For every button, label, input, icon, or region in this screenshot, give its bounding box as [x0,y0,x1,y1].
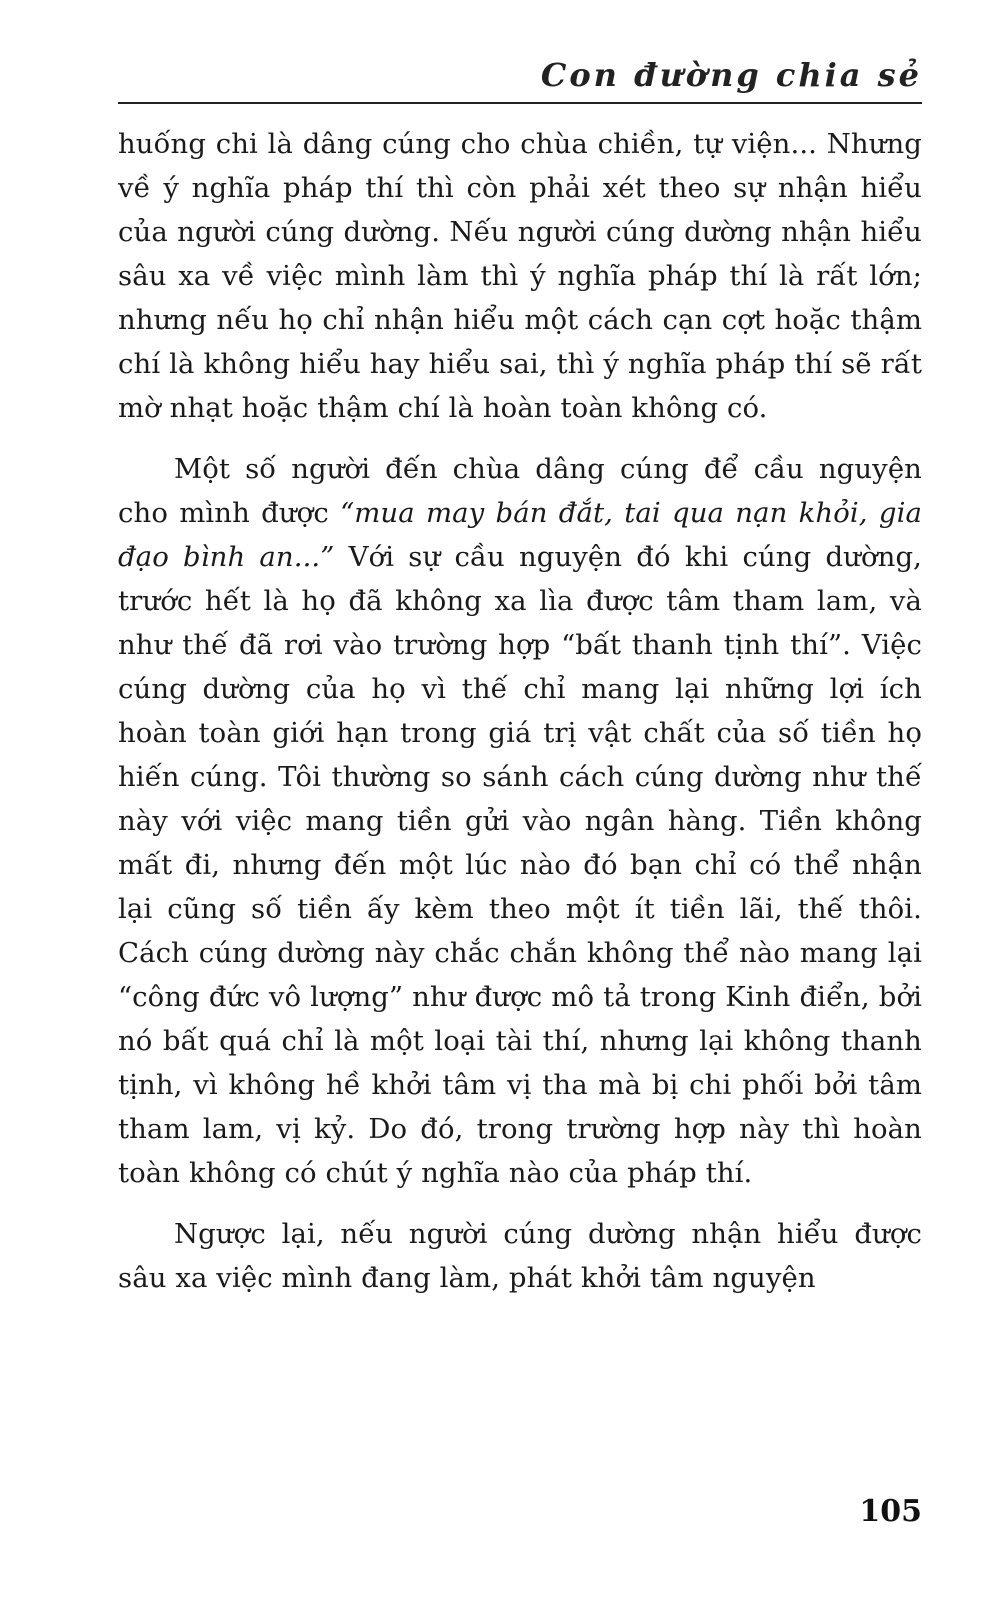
paragraph-3: Ngược lại, nếu người cúng dường nhận hiểu được sâu xa việc mình đang làm, phát khởi tâm nguyện [118,1218,922,1294]
paragraph-2-after: Với sự cầu nguyện đó khi cúng dường, trước hết là họ đã không xa lìa được tâm tham lam, và như thế đã rơi vào trường hợp “bất thanh tịnh thí”. Việc cúng dường của họ vì thế chỉ mang lại những lợi ích hoàn toàn giới hạn trong giá trị vật chất của số tiền họ hiến cúng. Tôi thường so sánh cách cúng dường như thế này với việc mang tiền gửi vào ngân hàng. Tiền không mất đi, nhưng đến một lúc nào đó bạn chỉ có thể nhận lại cũng số tiền ấy kèm theo một ít tiền lãi, thế thôi. Cách cúng dường này chắc chắn không thể nào mang lại “công đức vô lượng” như được mô tả trong Kinh điển, bởi nó bất quá chỉ là một loại tài thí, nhưng lại không thanh tịnh, vì không hề khởi tâm vị tha mà bị chi phối bởi tâm tham lam, vị kỷ. Do đó, trong trường hợp này thì hoàn toàn không có chút ý nghĩa nào của pháp thí. [118,541,923,1189]
book-title: Con đường chia sẻ [540,56,922,94]
paragraph-2-quote: “mua may bán đắt, tai qua nạn khỏi, gia đạo bình an...” [118,497,922,573]
paragraph-2-before: Một số người đến chùa dâng cúng để cầu nguyện cho mình được [118,453,922,529]
paragraph-2 [118,447,922,1195]
paragraph-1: huống chi là dâng cúng cho chùa chiền, tự viện... Nhưng về ý nghĩa pháp thí thì còn phải xét theo sự nhận hiểu của người cúng dường. Nếu người cúng dường nhận hiểu sâu xa về việc mình làm thì ý nghĩa pháp thí là rất lớn; nhưng nếu họ chỉ nhận hiểu một cách cạn cợt hoặc thậm chí là không hiểu hay hiểu sai, thì ý nghĩa pháp thí sẽ rất mờ nhạt hoặc thậm chí là hoàn toàn không có. [118,128,922,424]
page-number: 105 [859,1494,922,1529]
running-header [118,52,922,104]
body-text [118,122,922,1300]
